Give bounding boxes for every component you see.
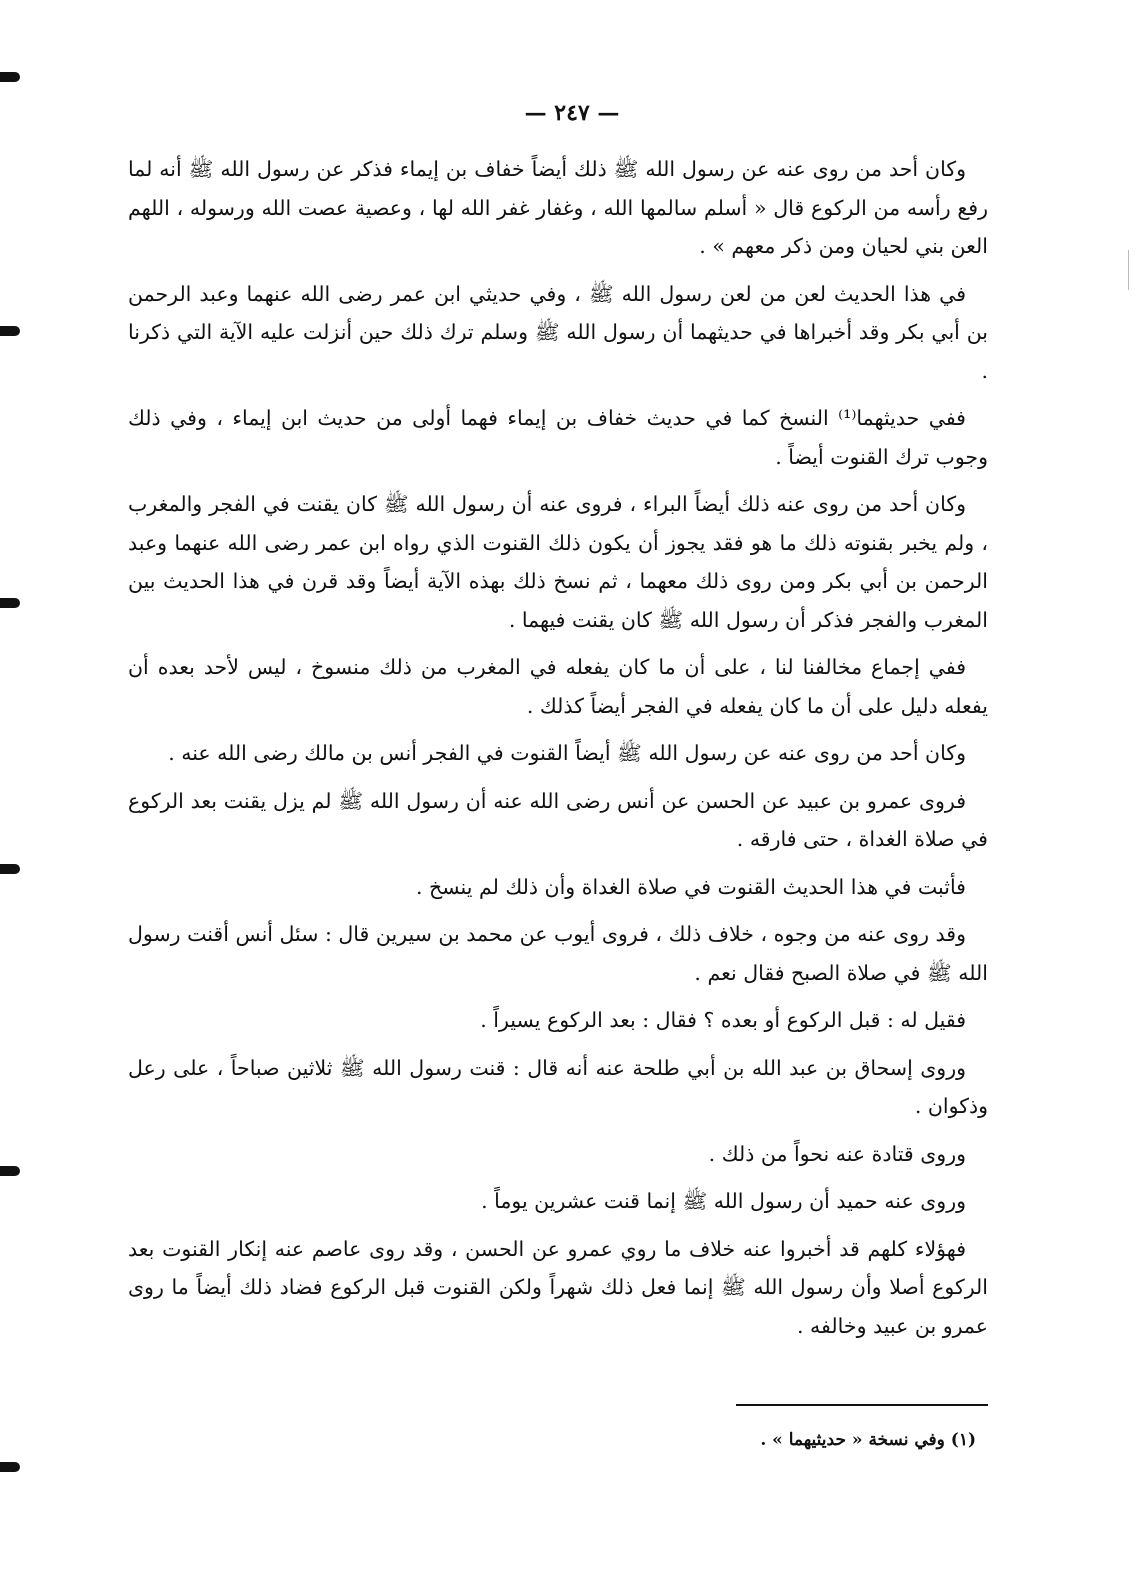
scan-artifact-line [1128,250,1129,290]
paragraph: وكان أحد من روى عنه عن رسول الله ﷺ ذلك أيضاً خفاف بن إيماء فذكر عن رسول الله ﷺ أنه لما رفع رأسه من الركوع قال « أسلم سالمها الله ، وغفار غفر الله لها ، وعصية عصت الله ورسوله ، اللهم العن بني لحيان ومن ذكر معهم » . [128,157,988,258]
paragraph: فهؤلاء كلهم قد أخبروا عنه خلاف ما روي عمرو عن الحسن ، وقد روى عاصم عنه إنكار القنوت بعد الركوع أصلا وأن رسول الله ﷺ إنما فعل ذلك شهراً ولكن القنوت قبل الركوع فضاد ذلك أيضاً ما روى عمرو بن عبيد وخالفه . [128,1236,988,1338]
paragraph: وقد روى عنه من وجوه ، خلاف ذلك ، فروى أيوب عن محمد بن سيرين قال : سئل أنس أقنت رسول الله ﷺ في صلاة الصبح فقال نعم . [128,922,988,985]
paragraph: في هذا الحديث لعن من لعن رسول الله ﷺ ، وفي حديثي ابن عمر رضى الله عنهما وعبد الرحمن بن أبي بكر وقد أخبراها في حديثهما أن رسول الله ﷺ وسلم ترك ذلك حين أنزلت عليه الآية التي ذكرنا . [128,281,988,383]
main-text [128,150,988,1354]
margin-tab-mark [0,72,20,82]
paragraph: فأثبت في هذا الحديث القنوت في صلاة الغداة وأن ذلك لم ينسخ . [416,874,966,899]
paragraph: ففي حديثهما⁽¹⁾ النسخ كما في حديث خفاف بن إيماء فهما أولى من حديث ابن إيماء ، وفي ذلك وجوب ترك القنوت أيضاً . [128,406,988,469]
paragraph: وروى إسحاق بن عبد الله بن أبي طلحة عنه أنه قال : قنت رسول الله ﷺ ثلاثين صباحاً ، على رعل وذكوان . [128,1055,988,1118]
paragraph: وكان أحد من روى عنه عن رسول الله ﷺ أيضاً القنوت في الفجر أنس بن مالك رضى الله عنه . [168,741,966,765]
paragraph: وروى قتادة عنه نحواً من ذلك . [708,1141,966,1166]
paragraph: فقيل له : قبل الركوع أو بعده ؟ فقال : بعد الركوع يسيراً . [480,1008,966,1032]
paragraph: ففي إجماع مخالفنا لنا ، على أن ما كان يفعله في المغرب من ذلك منسوخ ، ليس لأحد بعده أن يفعله دليل على أن ما كان يفعله في الفجر أيضاً كذلك . [128,655,988,718]
page-number: — ٢٤٧ — [524,100,620,126]
paragraph: وكان أحد من روى عنه ذلك أيضاً البراء ، فروى عنه أن رسول الله ﷺ كان يقنت في الفجر والمغرب ، ولم يخبر بقنوته ذلك ما هو فقد يجوز أن يكون ذلك القنوت الذي رواه ابن عمر رضى الله عنهما وعبد الرحمن بن أبي بكر ومن روى ذلك معهما ، ثم نسخ ذلك بهذه الآية أيضاً وقد قرن في هذا الحديث بين المغرب والفجر فذكر أن رسول الله ﷺ كان يقنت فيهما . [128,492,988,632]
margin-tab-mark [0,326,20,336]
margin-tab-mark [0,598,20,608]
margin-tab-mark [0,1462,20,1472]
margin-tab-mark [0,1166,20,1176]
paragraph: فروى عمرو بن عبيد عن الحسن عن أنس رضى الله عنه أن رسول الله ﷺ لم يزل يقنت بعد الركوع في صلاة الغداة ، حتى فارقه . [128,788,988,851]
margin-tab-mark [0,864,20,874]
paragraph: وروى عنه حميد أن رسول الله ﷺ إنما قنت عشرين يوماً . [481,1189,966,1213]
footnote-divider [736,1404,988,1406]
footnote: (١) وفي نسخة « حديثيهما » . [760,1430,976,1450]
